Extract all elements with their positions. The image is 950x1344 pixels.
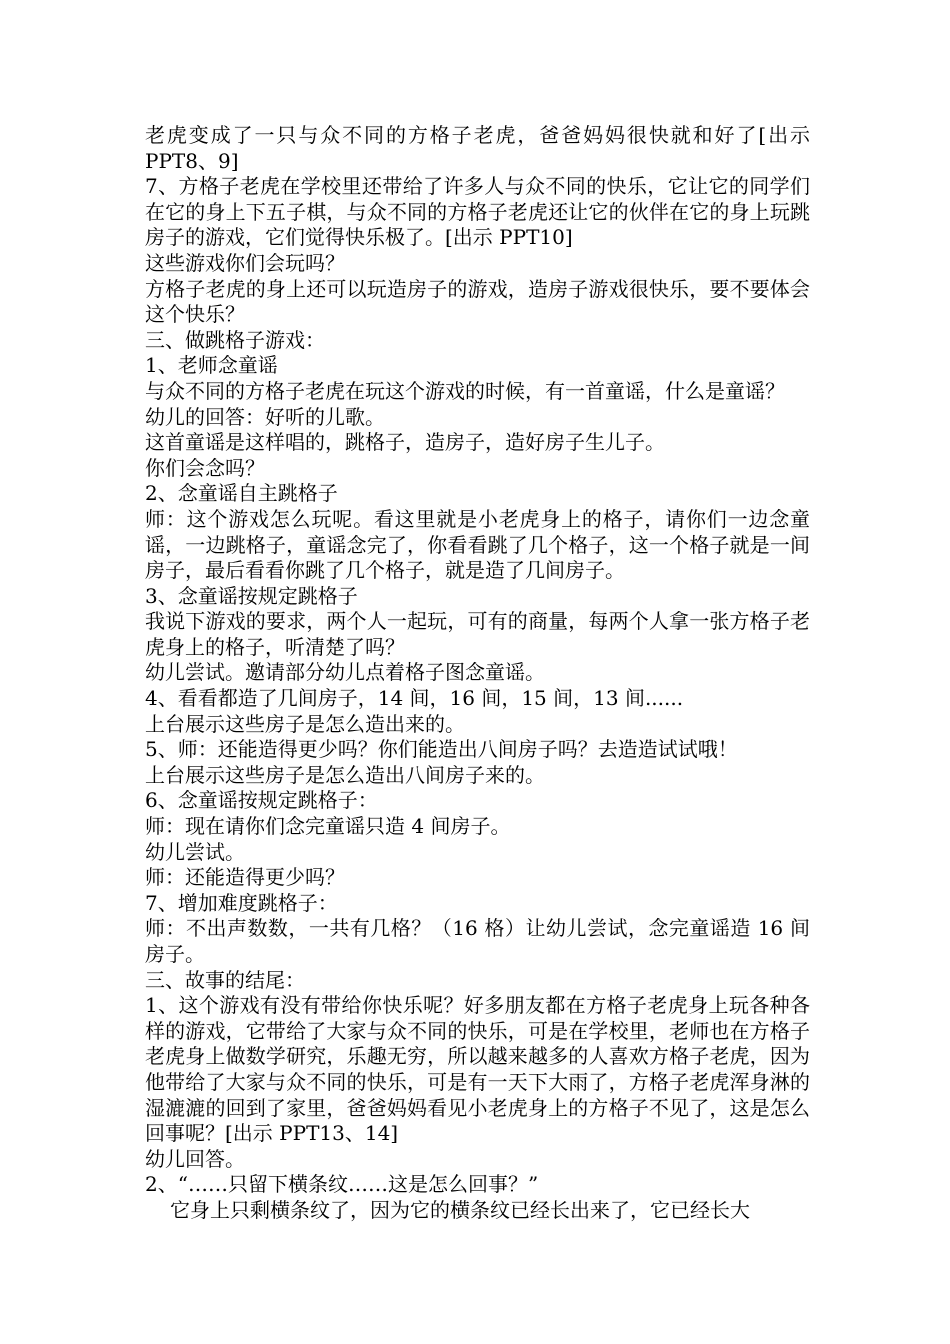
paragraph: 幼儿的回答：好听的儿歌。 — [145, 404, 385, 429]
document-body — [145, 123, 810, 1224]
step-heading: 3、念童谣按规定跳格子 — [145, 583, 358, 608]
step-heading: 4、看看都造了几间房子，14 间，16 间，15 间，13 间...... — [145, 686, 684, 711]
paragraph: 幼儿尝试。 — [145, 839, 245, 864]
paragraph: 它身上只剩横条纹了，因为它的横条纹已经长出来了，它已经长大 — [170, 1197, 750, 1222]
paragraph: 这些游戏你们会玩吗？ — [145, 250, 345, 275]
paragraph: 幼儿回答。 — [145, 1146, 245, 1171]
step-heading: 6、念童谣按规定跳格子： — [145, 788, 378, 813]
section-heading: 三、做跳格子游戏： — [145, 327, 325, 352]
paragraph: 方格子老虎的身上还可以玩造房子的游戏，造房子游戏很快乐，要不要体会这个快乐？ — [145, 276, 810, 327]
step-heading: 7、增加难度跳格子： — [145, 890, 338, 915]
paragraph: 7、方格子老虎在学校里还带给了许多人与众不同的快乐，它让它的同学们在它的身上下五子棋，与众不同的方格子老虎还让它的伙伴在它的身上玩跳房子的游戏，它们觉得快乐极了。[出示 PPT10] — [145, 174, 810, 250]
paragraph: 上台展示这些房子是怎么造出八间房子来的。 — [145, 762, 545, 787]
step-heading: 2、念童谣自主跳格子 — [145, 481, 338, 506]
paragraph: 我说下游戏的要求，两个人一起玩，可有的商量，每两个人拿一张方格子老虎身上的格子，听清楚了吗？ — [145, 609, 810, 659]
paragraph: 上台展示这些房子是怎么造出来的。 — [145, 711, 465, 736]
paragraph: 1、这个游戏有没有带给你快乐呢？好多朋友都在方格子老虎身上玩各种各样的游戏，它带给了大家与众不同的快乐，可是在学校里，老师也在方格子老虎身上做数学研究，乐趣无穷，所以越来越多的人喜欢方格子老虎，因为他带给了大家与众不同的快乐，可是有一天下大雨了，方格子老虎浑身淋的湿漉漉的回到了家里，爸爸妈妈看见小老虎身上的方格子不见了，这是怎么回事呢？[出示 PPT13、14] — [145, 993, 810, 1146]
paragraph: 师：这个游戏怎么玩呢。看这里就是小老虎身上的格子，请你们一边念童谣，一边跳格子，童谣念完了，你看看跳了几个格子，这一个格子就是一间房子，最后看看你跳了几个格子，就是造了几间房子。 — [145, 506, 810, 583]
step-heading: 1、老师念童谣 — [145, 353, 278, 378]
step-heading: 5、师：还能造得更少吗？你们能造出八间房子吗？去造造试试哦！ — [145, 737, 738, 762]
paragraph: 你们会念吗？ — [145, 455, 265, 480]
paragraph: 与众不同的方格子老虎在玩这个游戏的时候，有一首童谣，什么是童谣？ — [145, 378, 785, 403]
paragraph: 师：还能造得更少吗？ — [145, 865, 345, 890]
paragraph: 师：不出声数数，一共有几格？（16 格）让幼儿尝试，念完童谣造 16 间房子。 — [145, 916, 810, 966]
paragraph: 这首童谣是这样唱的，跳格子，造房子，造好房子生儿子。 — [145, 430, 665, 455]
section-heading: 三、故事的结尾： — [145, 967, 305, 992]
paragraph: 师：现在请你们念完童谣只造 4 间房子。 — [145, 814, 511, 839]
paragraph: 老虎变成了一只与众不同的方格子老虎，爸爸妈妈很快就和好了[出示 PPT8、9] — [145, 123, 810, 173]
step-heading: 2、“……只留下横条纹……这是怎么回事？” — [145, 1172, 539, 1197]
paragraph: 幼儿尝试。邀请部分幼儿点着格子图念童谣。 — [145, 660, 545, 685]
